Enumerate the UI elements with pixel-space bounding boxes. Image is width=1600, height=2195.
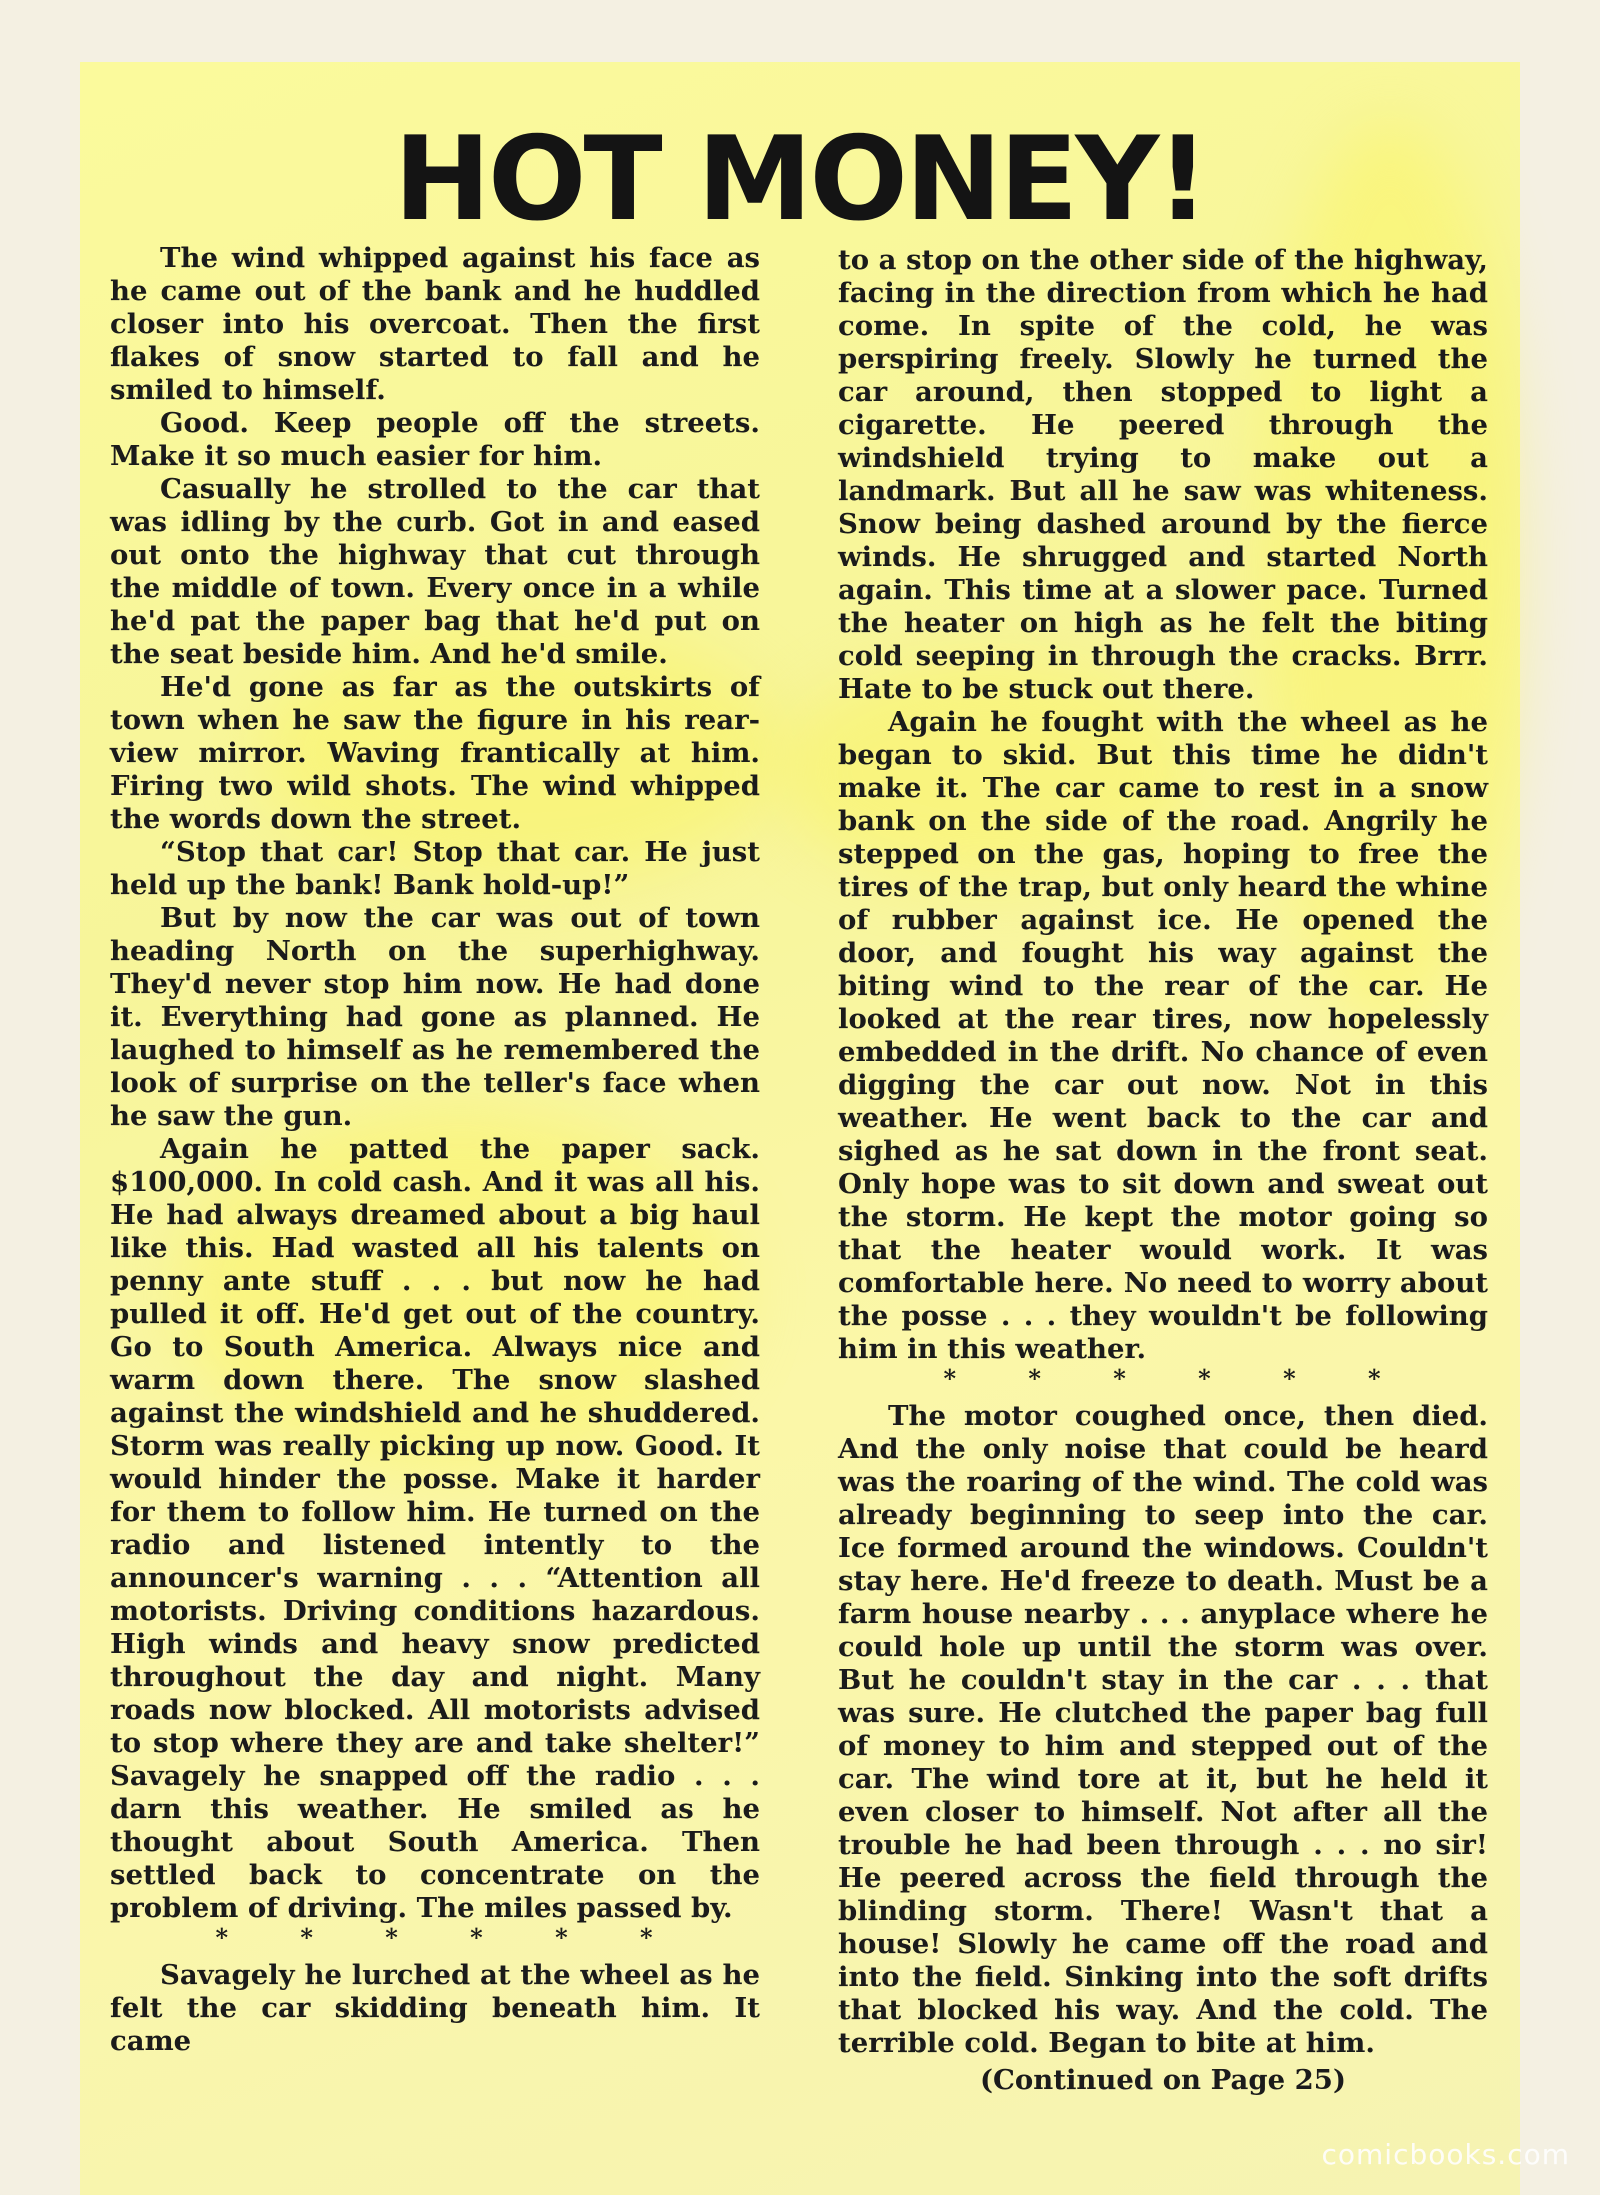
section-separator: * * * * * * bbox=[215, 1923, 685, 1952]
paragraph: Again he fought with the wheel as he began to skid. But this time he didn't make it. The car came to rest in a snow bank on the side of the road. Angrily he stepped on the gas, hoping to free the tires of the trap, but only heard the whine of rubber against ice. He opened the door, and fought his way against the biting wind to the rear of the car. He looked at the rear tires, now hopelessly embedded in the drift. No chance of even digging the car out now. Not in this weather. He went back to the car and sighed as he sat down in the front seat. Only hope was to sit down and sweat out the storm. He kept the motor going so that the heater would work. It was comfortable here. No need to worry about the posse . . . they wouldn't be following him in this weather. bbox=[838, 706, 1488, 1365]
paragraph: Savagely he lurched at the wheel as he felt the car skidding beneath him. It came bbox=[110, 1959, 760, 2057]
paragraph: Again he patted the paper sack. $100,000. In cold cash. And it was all his. He had always dreamed about a big haul like this. Had wasted all his talents on penny ante stuff . . . but now he had pulled it off. He'd get out of the country. Go to South America. Always nice and warm down there. The snow slashed against the windshield and he shuddered. Storm was really picking up now. Good. It would hinder the posse. Make it harder for them to follow him. He turned on the radio and listened intently to the announcer's warning . . . “Attention all motorists. Driving conditions hazardous. High winds and heavy snow predicted throughout the day and night. Many roads now blocked. All motorists advised to stop where they are and take shelter!” Savagely he snapped off the radio . . . darn this weather. He smiled as he thought about South America. Then settled back to concentrate on the problem of driving. The miles passed by. bbox=[110, 1133, 760, 1924]
right-column bbox=[838, 244, 1488, 2097]
paragraph: Casually he strolled to the car that was idling by the curb. Got in and eased out onto the highway that cut through the middle of town. Every once in a while he'd pat the paper bag that he'd put on the seat beside him. And he'd smile. bbox=[110, 473, 760, 670]
paragraph: to a stop on the other side of the highway, facing in the direction from which he had come. In spite of the cold, he was perspiring freely. Slowly he turned the car around, then stopped to light a cigarette. He peered through the windshield trying to make out a landmark. But all he saw was whiteness. Snow being dashed around by the fierce winds. He shrugged and started North again. This time at a slower pace. Turned the heater on high as he felt the biting cold seeping in through the cracks. Brrr. Hate to be stuck out there. bbox=[838, 244, 1488, 705]
continued-note: (Continued on Page 25) bbox=[980, 2064, 1346, 2096]
paragraph: Good. Keep people off the streets. Make it so much easier for him. bbox=[110, 407, 760, 472]
section-separator: * * * * * * bbox=[943, 1364, 1413, 1393]
paragraph: The wind whipped against his face as he came out of the bank and he huddled closer into his overcoat. Then the first flakes of snow started to fall and he smiled to himself. bbox=[110, 242, 760, 406]
paragraph: He'd gone as far as the outskirts of town when he saw the figure in his rear-view mirror. Waving frantically at him. Firing two wild shots. The wind whipped the words down the street. bbox=[110, 671, 760, 835]
watermark: comicbooks.com bbox=[1321, 2138, 1570, 2171]
story-page bbox=[80, 62, 1520, 2195]
paragraph: But by now the car was out of town heading North on the superhighway. They'd never stop him now. He had done it. Everything had gone as planned. He laughed to himself as he remembered the look of surprise on the teller's face when he saw the gun. bbox=[110, 902, 760, 1132]
left-column bbox=[110, 242, 760, 2058]
paragraph: The motor coughed once, then died. And the only noise that could be heard was the roaring of the wind. The cold was already beginning to seep into the car. Ice formed around the windows. Couldn't stay here. He'd freeze to death. Must be a farm house nearby . . . anyplace where he could hole up until the storm was over. But he couldn't stay in the car . . . that was sure. He clutched the paper bag full of money to him and stepped out of the car. The wind tore at it, but he held it even closer to himself. Not after all the trouble he had been through . . . no sir! He peered across the field through the blinding storm. There! Wasn't that a house! Slowly he came off the road and into the field. Sinking into the soft drifts that blocked his way. And the cold. The terrible cold. Began to bite at him. bbox=[838, 1400, 1488, 2059]
paragraph: “Stop that car! Stop that car. He just held up the bank! Bank hold-up!” bbox=[110, 836, 760, 901]
story-title: HOT MONEY! bbox=[393, 112, 1207, 247]
